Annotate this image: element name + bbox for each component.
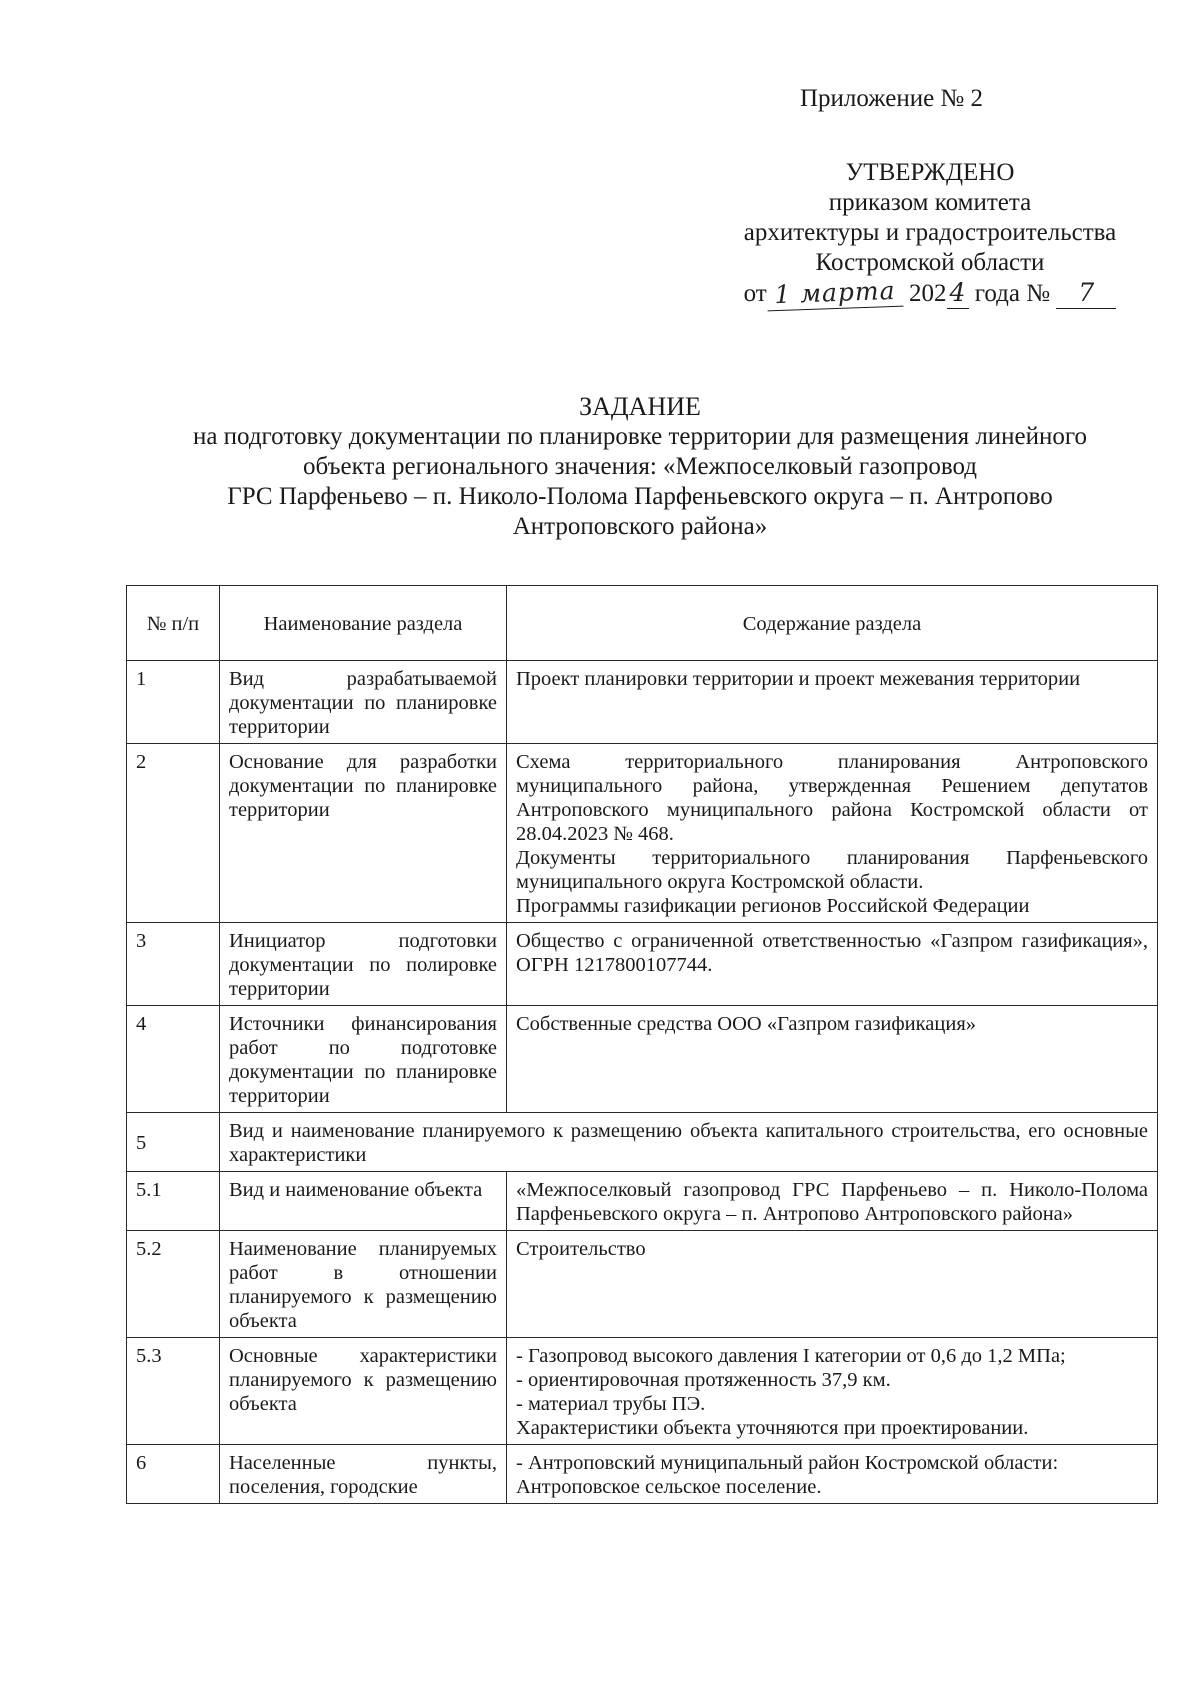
content-paragraph: Характеристики объекта уточняются при проектировании. [516,1417,1029,1439]
title-line-3: ГРС Парфеньево – п. Николо-Полома Парфеньевского округа – п. Антропово [227,483,1053,510]
content-paragraph: Программы газификации регионов Российской Федерации [516,895,1030,917]
row-section-name: Наименование планируемых работ в отношении планируемого к размещению объекта [220,1231,507,1338]
row-section-name: Источники финансирования работ по подготовке документации по планировке территории [220,1006,507,1113]
row-number: 4 [127,1006,220,1113]
approved-by-line-2: архитектуры и градостроительства [743,219,1117,246]
row-section-name: Вид разрабатываемой документации по планировке территории [220,661,507,744]
row-section-content [507,1445,1158,1504]
row-number: 5.1 [127,1172,220,1231]
table-row [127,661,1158,744]
content-paragraph: - материал трубы ПЭ. [516,1393,706,1415]
row-section-content [507,1231,1158,1338]
row-section-name: Основание для разработки документации по планировке территории [220,744,507,923]
document-heading: ЗАДАНИЕ [579,392,701,421]
row-number: 1 [127,661,220,744]
content-paragraph: - ориентировочная протяженность 37,9 км. [516,1369,891,1391]
content-paragraph: Антроповское сельское поселение. [516,1476,822,1498]
row-section-content [507,1172,1158,1231]
row-number: 5 [127,1113,220,1172]
order-year-handwritten: 4 [947,278,969,309]
row-section-name: Инициатор подготовки документации по полировке территории [220,923,507,1006]
content-paragraph: Проект планировки территории и проект межевания территории [516,668,1081,690]
row-section-content [507,661,1158,744]
title-line-1: на подготовку документации по планировке территории для размещения линейного [192,423,1088,450]
title-line-4: Антроповского района» [512,513,768,540]
approved-heading: УТВЕРЖДЕНО [845,159,1015,186]
table-row [127,1006,1158,1113]
content-paragraph: Строительство [516,1238,646,1260]
assignment-table [126,585,1158,1504]
table-header-row [127,586,1158,661]
document-title-block [100,392,1180,542]
table-row [127,1338,1158,1445]
order-date-handwritten: 1 марта [766,276,903,312]
content-paragraph: - Газопровод высокого давления I категории от 0,6 до 1,2 МПа; [516,1345,1066,1367]
row-number: 2 [127,744,220,923]
table-row [127,923,1158,1006]
row-section-content [507,923,1158,1006]
approved-by-line-3: Костромской области [815,249,1045,276]
table-row [127,744,1158,923]
order-line [700,275,1160,310]
row-number: 5.3 [127,1338,220,1445]
header-number: № п/п [127,586,220,661]
order-year-prefix: 202 [909,280,947,307]
row-section-name: Населенные пункты, поселения, городские [220,1445,507,1504]
approved-by-line-1: приказом комитета [828,189,1032,216]
annex-label: Приложение № 2 [800,85,984,112]
table-row [127,1113,1158,1172]
row-number: 3 [127,923,220,1006]
content-paragraph: Документы территориального планирования Парфеньевского муниципального округа Костромской области. [516,847,1148,893]
header-section-name: Наименование раздела [220,586,507,661]
content-paragraph: «Межпоселковый газопровод ГРС Парфеньево – п. Николо-Полома Парфеньевского округа – п. Антропово Антроповского района» [516,1179,1148,1225]
row-section-content [507,1338,1158,1445]
content-paragraph: - Антроповский муниципальный район Костромской области: [516,1452,1059,1474]
table-row [127,1172,1158,1231]
row-section-content [507,744,1158,923]
table-row [127,1231,1158,1338]
title-line-2: объекта регионального значения: «Межпоселковый газопровод [303,453,977,480]
row-number: 5.2 [127,1231,220,1338]
content-paragraph: Схема территориального планирования Антроповского муниципального района, утвержденная Решением депутатов Антроповского муниципального района Костромской области от 28.04.2023 № 468. [516,751,1148,845]
content-paragraph: Общество с ограниченной ответственностью «Газпром газификация», ОГРН 1217800107744. [516,930,1148,976]
row-number: 6 [127,1445,220,1504]
approval-stamp-block [700,158,1160,309]
order-number-handwritten: 7 [1056,278,1116,309]
order-year-suffix: года № [974,280,1051,307]
table-row [127,1445,1158,1504]
row-section-name: Основные характеристики планируемого к размещению объекта [220,1338,507,1445]
header-section-content: Содержание раздела [507,586,1158,661]
row-section-span-text: Вид и наименование планируемого к размещению объекта капитального строительства, его основные характеристики [220,1113,1158,1172]
content-paragraph: Собственные средства ООО «Газпром газификация» [516,1013,977,1035]
row-section-content [507,1006,1158,1113]
order-prefix: от [743,280,767,307]
row-section-name: Вид и наименование объекта [220,1172,507,1231]
